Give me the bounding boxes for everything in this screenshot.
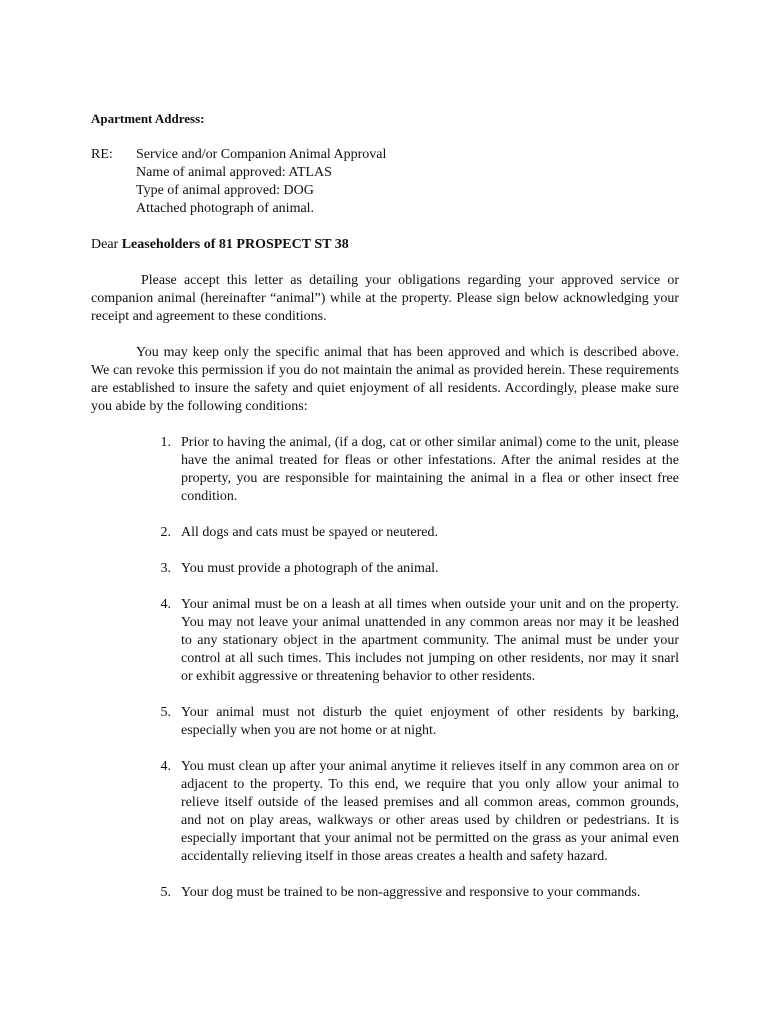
list-item-text: Prior to having the animal, (if a dog, cat or other similar animal) come to the unit, please have the animal treated for fleas or other infestations. After the animal resides at the property, you are responsible for maintaining the animal in a flea or other insect free condition.: [181, 435, 679, 504]
list-item-text: All dogs and cats must be spayed or neutered.: [181, 525, 438, 540]
letter-page: [91, 110, 679, 920]
list-item-number: 4.: [160, 597, 171, 612]
list-item-number: 4.: [160, 759, 171, 774]
list-item-number: 3.: [160, 561, 171, 576]
list-item: [91, 524, 679, 542]
list-item-text: Your animal must not disturb the quiet enjoyment of other residents by barking, especially when you are not home or at night.: [181, 705, 679, 738]
list-item-number: 5.: [160, 885, 171, 900]
list-item-text: You must provide a photograph of the animal.: [181, 561, 439, 576]
re-line-animal-name: Name of animal approved: ATLAS: [136, 165, 332, 180]
re-lines: [136, 146, 386, 218]
list-item: [91, 434, 679, 506]
salutation: [91, 236, 679, 254]
list-item: [91, 704, 679, 740]
re-block: [91, 146, 679, 218]
list-item-number: 1.: [160, 435, 171, 450]
re-line-subject: Service and/or Companion Animal Approval: [136, 147, 387, 162]
re-line-photo: Attached photograph of animal.: [136, 201, 315, 216]
salutation-prefix: Dear: [91, 237, 119, 252]
list-item-text: Your animal must be on a leash at all times when outside your unit and on the property. You may not leave your animal unattended in any common areas nor may it be leashed to any stationary object in the apartment community. The animal must be under your control at all such times. This includes not jumping on other residents, nor may it snarl or exhibit aggressive or threatening behavior to other residents.: [181, 597, 679, 684]
apartment-address-label: Apartment Address:: [91, 111, 205, 126]
list-item-text: Your dog must be trained to be non-aggressive and responsive to your commands.: [181, 885, 641, 900]
salutation-recipient: Leaseholders of 81 PROSPECT ST 38: [121, 237, 349, 252]
list-item: [91, 758, 679, 866]
list-item-number: 2.: [160, 525, 171, 540]
requirements-paragraph: You may keep only the specific animal that has been approved and which is described above. We can revoke this permission if you do not maintain the animal as provided herein. These requirements are established to insure the safety and quiet enjoyment of all residents. Accordingly, please make sure you abide by the following conditions:: [91, 345, 679, 414]
list-item-number: 5.: [160, 705, 171, 720]
re-label: RE:: [91, 147, 113, 162]
re-line-animal-type: Type of animal approved: DOG: [136, 183, 314, 198]
list-item: [91, 560, 679, 578]
list-item: [91, 596, 679, 686]
list-item: [91, 884, 679, 902]
list-item-text: You must clean up after your animal anytime it relieves itself in any common area on or adjacent to the property. To this end, we require that you only allow your animal to relieve itself outside of the leased premises and all common areas, common grounds, and not on play areas, walkways or other areas used by children or pedestrians. It is especially important that your animal not be permitted on the grass as your animal even accidentally relieving itself in those areas creates a health and safety hazard.: [181, 759, 679, 864]
conditions-list: [91, 434, 679, 902]
intro-paragraph: Please accept this letter as detailing your obligations regarding your approved service or companion animal (hereinafter “animal”) while at the property. Please sign below acknowledging your receipt and agreement to these conditions.: [91, 273, 679, 324]
